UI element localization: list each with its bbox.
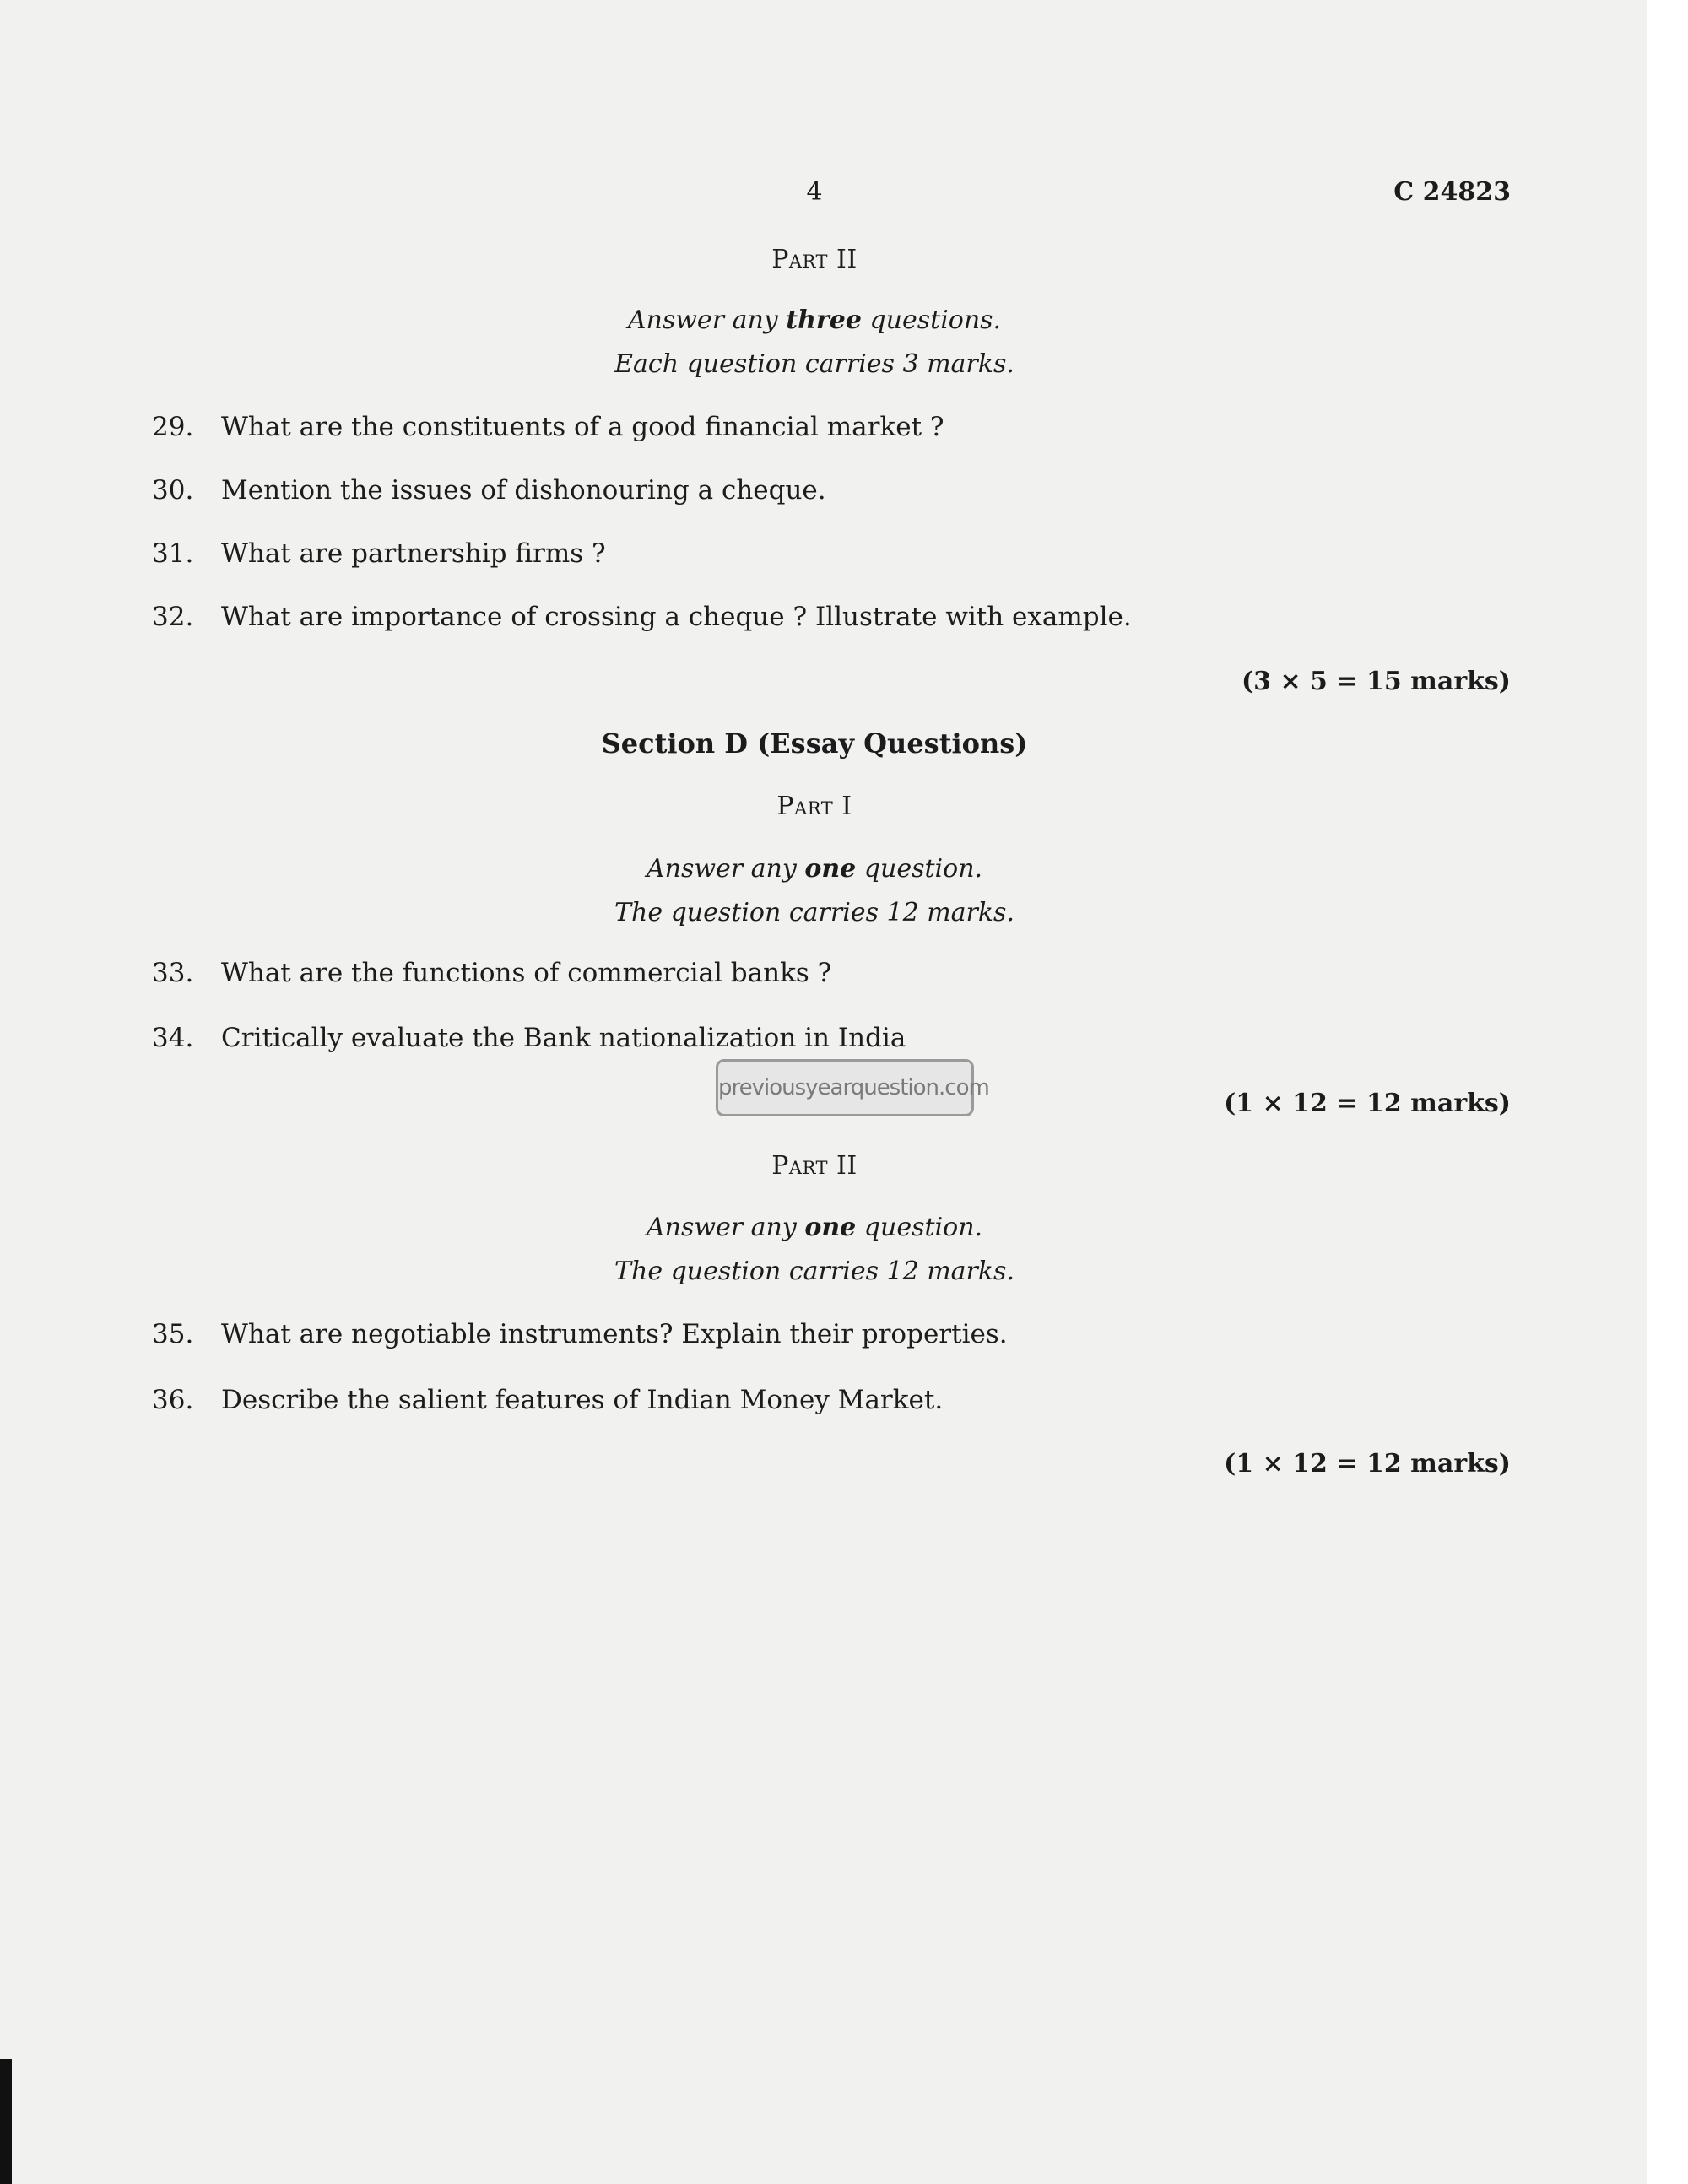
section-d-part2-instruction-2: The question carries 12 marks. bbox=[614, 1257, 1014, 1286]
scan-edge-bar bbox=[0, 2059, 12, 2184]
section-d-part1-marks: (1 × 12 = 12 marks) bbox=[1224, 1089, 1511, 1118]
page-number: 4 bbox=[806, 177, 823, 207]
scan-edge bbox=[1647, 0, 1688, 2184]
section-d-part1-instruction-1: Answer any one question. bbox=[646, 854, 983, 884]
section-d-part2-marks: (1 × 12 = 12 marks) bbox=[1224, 1449, 1511, 1479]
part2-marks: (3 × 5 = 15 marks) bbox=[1241, 667, 1511, 696]
section-d-title: Section D (Essay Questions) bbox=[601, 727, 1028, 760]
section-d-part2-heading: Part II bbox=[771, 1151, 858, 1181]
part2-instruction-1: Answer any three questions. bbox=[627, 305, 1002, 335]
section-d-part2-instruction-1: Answer any one question. bbox=[646, 1213, 983, 1242]
section-d-part1-heading: Part I bbox=[776, 792, 852, 821]
paper-code: C 24823 bbox=[1393, 177, 1511, 207]
watermark-logo: previousyearquestion.com bbox=[716, 1059, 974, 1116]
exam-page: 4 C 24823 Part II Answer any three questions. Each question carries 3 marks. 29. What are the constituents of a good financial market ? 30. Mention the issues of dishonouring a cheque. 31. What are partnership firms ? 32. What are importance of crossing a cheque ? Illustrate with example. (3 × 5 = 15 marks) Section D (Essay Questions) Part I Answer any one question. The question carries 12 marks. 33. What are the functions of commercial banks ? 34. Critically evaluate the Bank nationalization in India previousyearquestion.com (1 × 12 = 12 marks) Part II Answer any one question. The question carries 12 marks. 35. What are negotiable instruments? Explain their properties. 36. Describe the salient features of Indian Money Market. (1 × 12 = 12 marks) bbox=[0, 0, 1688, 2184]
section-d-part1-instruction-2: The question carries 12 marks. bbox=[614, 898, 1014, 927]
part2-instruction-2: Each question carries 3 marks. bbox=[614, 349, 1014, 379]
part2-heading: Part II bbox=[771, 245, 858, 274]
